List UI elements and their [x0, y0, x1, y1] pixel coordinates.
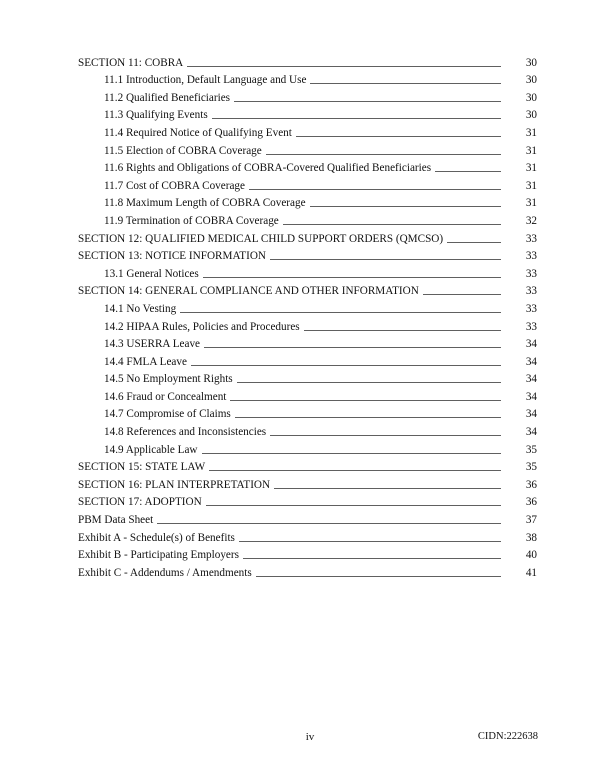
toc-entry-title: 11.2 Qualified Beneficiaries: [104, 91, 231, 104]
toc-entry-title: SECTION 15: STATE LAW: [78, 461, 206, 474]
toc-entry-page-number: 31: [525, 162, 537, 175]
toc-leader-line: [310, 82, 501, 84]
toc-leader-line: [270, 434, 501, 436]
toc-entry-page-number: 37: [525, 514, 537, 527]
toc-subsection-entry: [78, 368, 537, 386]
toc-section-entry: [78, 51, 537, 69]
toc-entry-title: 14.4 FMLA Leave: [104, 355, 187, 368]
toc-section-entry: [78, 456, 537, 474]
toc-leader-line: [234, 100, 501, 102]
toc-leader-line: [187, 65, 501, 67]
toc-leader-line: [202, 452, 501, 454]
toc-entry-title: 11.3 Qualifying Events: [104, 109, 208, 122]
toc-subsection-entry: [78, 438, 537, 456]
toc-entry-title: Exhibit B - Participating Employers: [78, 549, 239, 562]
toc-entry-title: SECTION 11: COBRA: [78, 56, 184, 69]
toc-entry-page-number: 36: [525, 478, 537, 491]
toc-leader-line: [235, 416, 501, 418]
toc-entry-page-number: 30: [525, 74, 537, 87]
toc-leader-line: [423, 293, 501, 295]
toc-section-entry: [78, 544, 537, 562]
toc-leader-line: [266, 153, 501, 155]
toc-subsection-entry: [78, 69, 537, 87]
toc-entry-page-number: 35: [525, 461, 537, 474]
toc-leader-line: [304, 329, 501, 331]
toc-entry-page-number: 41: [525, 566, 537, 579]
toc-leader-line: [447, 241, 501, 243]
toc-entry-page-number: 33: [525, 302, 537, 315]
toc-subsection-entry: [78, 403, 537, 421]
toc-entry-title: 11.1 Introduction, Default Language and Use: [104, 74, 307, 87]
toc-entry-page-number: 31: [525, 179, 537, 192]
toc-leader-line: [296, 135, 501, 137]
toc-entry-page-number: 34: [525, 338, 537, 351]
toc-subsection-entry: [78, 139, 537, 157]
toc-leader-line: [209, 469, 501, 471]
toc-entry-title: 11.9 Termination of COBRA Coverage: [104, 214, 279, 227]
toc-subsection-entry: [78, 209, 537, 227]
toc-leader-line: [212, 117, 501, 119]
toc-subsection-entry: [78, 121, 537, 139]
footer-page-number: iv: [305, 731, 315, 743]
toc-subsection-entry: [78, 350, 537, 368]
toc-section-entry: [78, 508, 537, 526]
toc-entry-title: 14.9 Applicable Law: [104, 443, 198, 456]
toc-entry-page-number: 34: [525, 390, 537, 403]
toc-leader-line: [157, 522, 501, 524]
toc-leader-line: [249, 188, 501, 190]
toc-entry-page-number: 30: [525, 91, 537, 104]
toc-entry-page-number: 30: [525, 109, 537, 122]
toc-entry-title: 14.2 HIPAA Rules, Policies and Procedures: [104, 320, 300, 333]
toc-leader-line: [435, 170, 501, 172]
toc-entry-title: 14.1 No Vesting: [104, 302, 177, 315]
toc-subsection-entry: [78, 385, 537, 403]
toc-entry-title: SECTION 14: GENERAL COMPLIANCE AND OTHER INFORMATION: [78, 285, 419, 298]
toc-entry-title: 11.4 Required Notice of Qualifying Event: [104, 126, 292, 139]
toc-subsection-entry: [78, 86, 537, 104]
toc-leader-line: [310, 205, 501, 207]
toc-entry-page-number: 34: [525, 373, 537, 386]
toc-leader-line: [180, 311, 501, 313]
toc-section-entry: [78, 491, 537, 509]
toc-leader-line: [283, 223, 501, 225]
toc-leader-line: [206, 504, 501, 506]
toc-entry-title: 14.8 References and Inconsistencies: [104, 426, 267, 439]
toc-entry-page-number: 30: [525, 56, 537, 69]
toc-entry-page-number: 33: [525, 285, 537, 298]
toc-entry-title: Exhibit A - Schedule(s) of Benefits: [78, 531, 235, 544]
toc-entry-page-number: 33: [525, 232, 537, 245]
toc-subsection-entry: [78, 315, 537, 333]
toc-entry-page-number: 33: [525, 320, 537, 333]
toc-entry-page-number: 31: [525, 197, 537, 210]
toc-subsection-entry: [78, 262, 537, 280]
toc-leader-line: [230, 399, 501, 401]
toc-entry-title: PBM Data Sheet: [78, 514, 154, 527]
toc-leader-line: [274, 487, 501, 489]
toc-section-entry: [78, 526, 537, 544]
toc-entry-title: SECTION 17: ADOPTION: [78, 496, 202, 509]
toc-entry-page-number: 31: [525, 144, 537, 157]
toc-entry-title: 11.7 Cost of COBRA Coverage: [104, 179, 245, 192]
toc-leader-line: [270, 258, 501, 260]
toc-entry-title: Exhibit C - Addendums / Amendments: [78, 566, 252, 579]
toc-entry-title: SECTION 12: QUALIFIED MEDICAL CHILD SUPPORT ORDERS (QMCSO): [78, 232, 444, 245]
toc-entry-page-number: 35: [525, 443, 537, 456]
toc-leader-line: [256, 575, 501, 577]
toc-subsection-entry: [78, 157, 537, 175]
toc-entry-page-number: 31: [525, 126, 537, 139]
toc-entry-title: 11.8 Maximum Length of COBRA Coverage: [104, 197, 306, 210]
footer-document-id: CIDN:222638: [477, 731, 538, 742]
toc-subsection-entry: [78, 420, 537, 438]
toc-subsection-entry: [78, 297, 537, 315]
toc-section-entry: [78, 473, 537, 491]
toc-entry-title: 11.5 Election of COBRA Coverage: [104, 144, 262, 157]
toc-entry-page-number: 34: [525, 355, 537, 368]
toc-section-entry: [78, 561, 537, 579]
toc-leader-line: [243, 557, 501, 559]
toc-entry-title: 14.3 USERRA Leave: [104, 338, 201, 351]
toc-entry-title: 14.6 Fraud or Concealment: [104, 390, 227, 403]
toc-entry-page-number: 36: [525, 496, 537, 509]
toc-leader-line: [239, 540, 501, 542]
toc-entry-title: 11.6 Rights and Obligations of COBRA-Covered Qualified Beneficiaries: [104, 162, 432, 175]
toc-subsection-entry: [78, 333, 537, 351]
toc-subsection-entry: [78, 104, 537, 122]
toc-leader-line: [204, 346, 501, 348]
toc-entry-page-number: 40: [525, 549, 537, 562]
toc-leader-line: [203, 276, 501, 278]
toc-entry-title: SECTION 13: NOTICE INFORMATION: [78, 250, 267, 263]
toc-section-entry: [78, 227, 537, 245]
toc-subsection-entry: [78, 174, 537, 192]
toc-entry-page-number: 34: [525, 426, 537, 439]
table-of-contents: [78, 51, 537, 579]
toc-section-entry: [78, 245, 537, 263]
toc-entry-page-number: 32: [525, 214, 537, 227]
toc-entry-title: SECTION 16: PLAN INTERPRETATION: [78, 478, 271, 491]
toc-leader-line: [191, 364, 501, 366]
toc-section-entry: [78, 280, 537, 298]
toc-entry-page-number: 33: [525, 267, 537, 280]
toc-subsection-entry: [78, 192, 537, 210]
toc-entry-title: 13.1 General Notices: [104, 267, 199, 280]
toc-entry-title: 14.7 Compromise of Claims: [104, 408, 231, 421]
toc-entry-page-number: 38: [525, 531, 537, 544]
toc-entry-page-number: 34: [525, 408, 537, 421]
toc-entry-page-number: 33: [525, 250, 537, 263]
toc-leader-line: [237, 381, 501, 383]
toc-entry-title: 14.5 No Employment Rights: [104, 373, 233, 386]
